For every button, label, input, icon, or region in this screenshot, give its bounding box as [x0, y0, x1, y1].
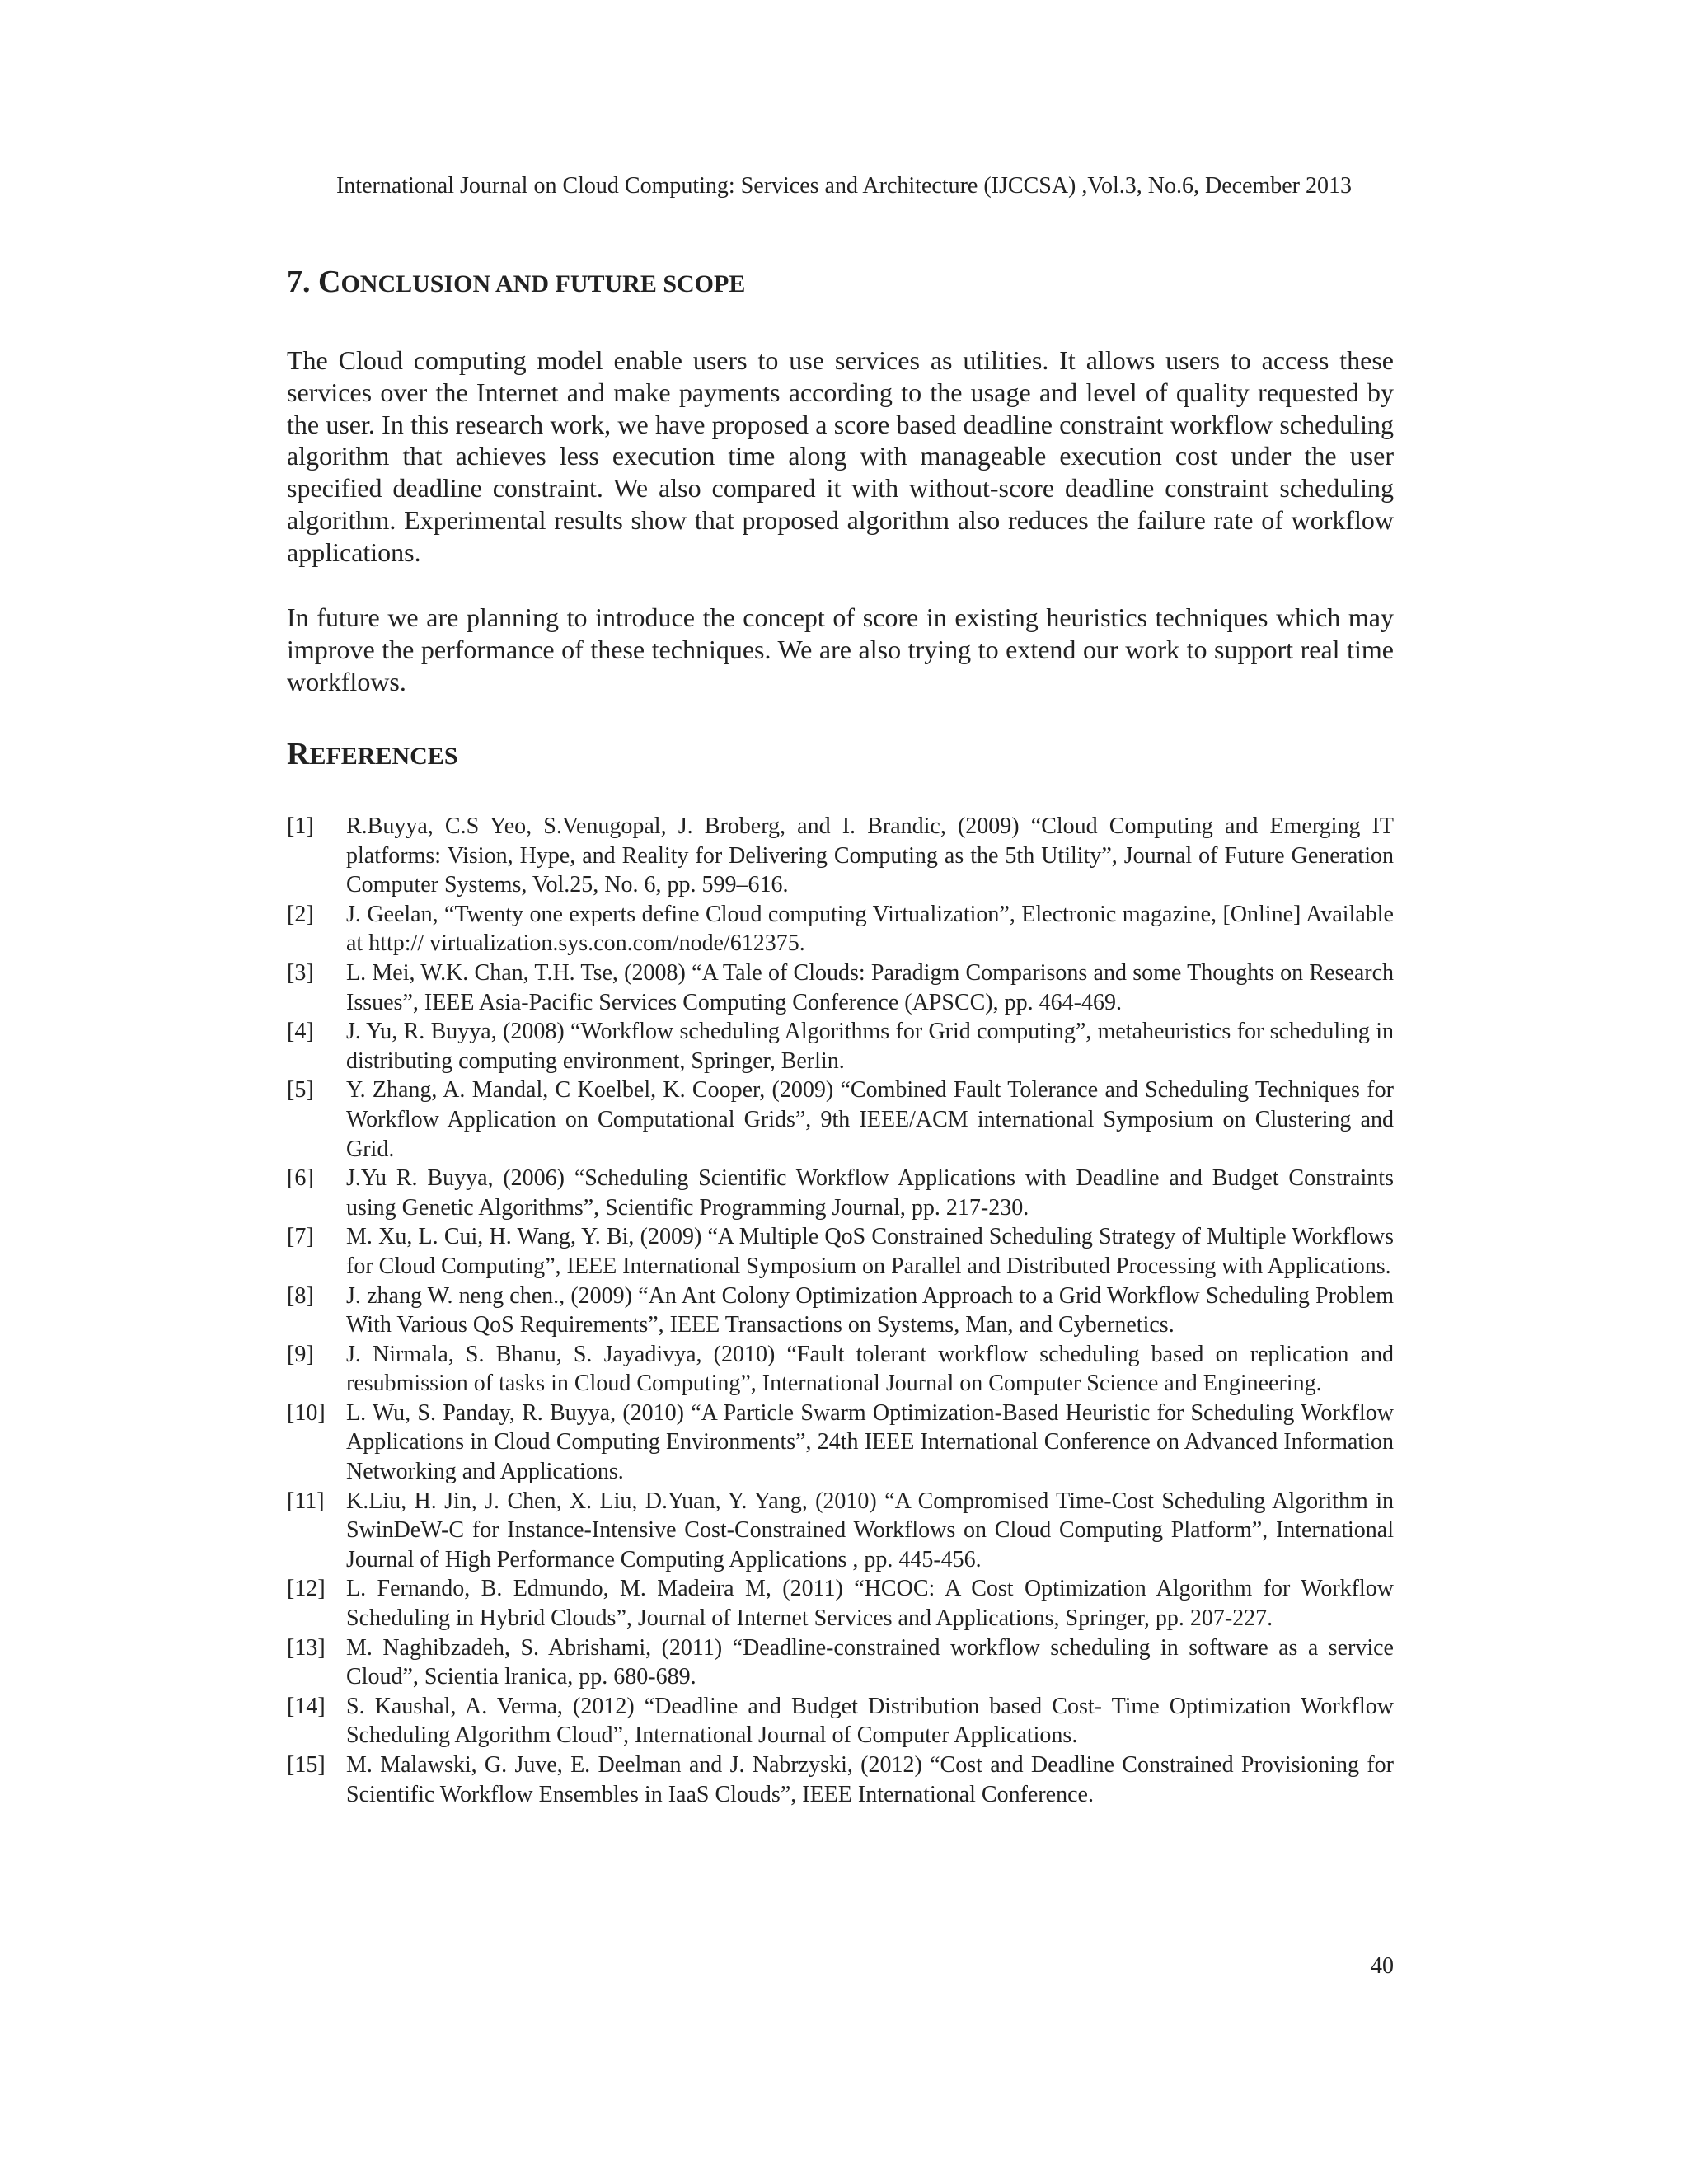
- reference-number: [12]: [287, 1576, 326, 1602]
- reference-text: J. Yu, R. Buyya, (2008) “Workflow scheduling Algorithms for Grid computing”, metaheuristics for scheduling in distributing computing environment, Springer, Berlin.: [346, 1019, 1394, 1074]
- reference-number: [2]: [287, 901, 314, 927]
- reference-item: [287, 1222, 1394, 1281]
- reference-item: [287, 1487, 1394, 1575]
- reference-item: [287, 1399, 1394, 1487]
- reference-text: R.Buyya, C.S Yeo, S.Venugopal, J. Broberg, and I. Brandic, (2009) “Cloud Computing and Emerging IT platforms: Vision, Hype, and Reality for Delivering Computing as the 5th Utility”, Journal of Future Generation Computer Systems, Vol.25, No. 6, pp. 599–616.: [346, 813, 1394, 898]
- reference-text: S. Kaushal, A. Verma, (2012) “Deadline and Budget Distribution based Cost- Time Optimization Workflow Scheduling Algorithm Cloud”, International Journal of Computer Applications.: [346, 1693, 1394, 1749]
- reference-text: L. Fernando, B. Edmundo, M. Madeira M, (2011) “HCOC: A Cost Optimization Algorithm for Workflow Scheduling in Hybrid Clouds”, Journal of Internet Services and Applications, Springer, pp. 207-227.: [346, 1576, 1394, 1632]
- reference-number: [8]: [287, 1282, 314, 1309]
- reference-item: [287, 1164, 1394, 1222]
- reference-number: [13]: [287, 1634, 326, 1661]
- reference-item: [287, 1633, 1394, 1692]
- reference-number: [4]: [287, 1019, 314, 1045]
- conclusion-paragraph-1: The Cloud computing model enable users to use services as utilities. It allows users to access these services over the Internet and make payments according to the usage and level of quality requested by the user. In this research work, we have proposed a score based deadline constraint workflow scheduling algorithm that achieves less execution time along with manageable execution cost under the user specified deadline constraint. We also compared it with without-score deadline constraint scheduling algorithm. Experimental results show that proposed algorithm also reduces the failure rate of workflow applications.: [287, 345, 1394, 567]
- reference-item: [287, 1017, 1394, 1076]
- reference-number: [5]: [287, 1077, 314, 1104]
- reference-text: M. Naghibzadeh, S. Abrishami, (2011) “Deadline-constrained workflow scheduling in software as a service Cloud”, Scientia lranica, pp. 680-689.: [346, 1634, 1394, 1690]
- reference-item: [287, 1340, 1394, 1399]
- reference-text: L. Wu, S. Panday, R. Buyya, (2010) “A Particle Swarm Optimization-Based Heuristic for Scheduling Workflow Applications in Cloud Computing Environments”, 24th IEEE International Conference on Advanced Information Networking and Applications.: [346, 1399, 1394, 1485]
- reference-text: J.Yu R. Buyya, (2006) “Scheduling Scientific Workflow Applications with Deadline and Budget Constraints using Genetic Algorithms”, Scientific Programming Journal, pp. 217-230.: [346, 1165, 1394, 1221]
- reference-text: Y. Zhang, A. Mandal, C Koelbel, K. Cooper, (2009) “Combined Fault Tolerance and Scheduling Techniques for Workflow Application on Computational Grids”, 9th IEEE/ACM international Symposium on Clustering and Grid.: [346, 1077, 1394, 1162]
- reference-list: [287, 812, 1394, 1809]
- conclusion-heading-cap: C: [318, 265, 341, 299]
- reference-number: [3]: [287, 959, 314, 986]
- references-heading-cap: R: [287, 737, 310, 771]
- reference-item: [287, 1750, 1394, 1809]
- reference-item: [287, 900, 1394, 958]
- page-number: 40: [1371, 1953, 1394, 1979]
- conclusion-heading: [287, 264, 745, 300]
- reference-item: [287, 1574, 1394, 1633]
- references-heading: [287, 736, 458, 772]
- reference-number: [11]: [287, 1488, 325, 1514]
- references-heading-rest: EFERENCES: [309, 743, 458, 770]
- reference-number: [14]: [287, 1693, 326, 1719]
- reference-text: J. Geelan, “Twenty one experts define Cloud computing Virtualization”, Electronic magazine, [Online] Available at http:// virtualization.sys.con.com/node/612375.: [346, 901, 1394, 957]
- reference-text: M. Malawski, G. Juve, E. Deelman and J. Nabrzyski, (2012) “Cost and Deadline Constrained Provisioning for Scientific Workflow Ensembles in IaaS Clouds”, IEEE International Conference.: [346, 1752, 1394, 1807]
- reference-item: [287, 1076, 1394, 1164]
- reference-text: L. Mei, W.K. Chan, T.H. Tse, (2008) “A Tale of Clouds: Paradigm Comparisons and some Thoughts on Research Issues”, IEEE Asia-Pacific Services Computing Conference (APSCC), pp. 464-469.: [346, 959, 1394, 1015]
- conclusion-paragraph-2: In future we are planning to introduce the concept of score in existing heuristics techniques which may improve the performance of these techniques. We are also trying to extend our work to support real time workflows.: [287, 602, 1394, 696]
- reference-number: [15]: [287, 1752, 326, 1778]
- reference-item: [287, 812, 1394, 900]
- reference-number: [7]: [287, 1224, 314, 1250]
- reference-number: [9]: [287, 1341, 314, 1367]
- reference-text: J. zhang W. neng chen., (2009) “An Ant Colony Optimization Approach to a Grid Workflow Scheduling Problem With Various QoS Requirements”, IEEE Transactions on Systems, Man, and Cybernetics.: [346, 1282, 1394, 1338]
- reference-item: [287, 1282, 1394, 1340]
- reference-number: [1]: [287, 813, 314, 839]
- reference-item: [287, 958, 1394, 1017]
- reference-number: [10]: [287, 1399, 326, 1426]
- journal-header: International Journal on Cloud Computing: Services and Architecture (IJCCSA) ,Vol.3, No.6, December 2013: [335, 173, 1353, 199]
- conclusion-heading-rest: ONCLUSION AND FUTURE SCOPE: [340, 270, 746, 298]
- reference-text: K.Liu, H. Jin, J. Chen, X. Liu, D.Yuan, Y. Yang, (2010) “A Compromised Time-Cost Scheduling Algorithm in SwinDeW-C for Instance-Intensive Cost-Constrained Workflows on Cloud Computing Platform”, International Journal of High Performance Computing Applications , pp. 445-456.: [346, 1488, 1394, 1572]
- reference-item: [287, 1692, 1394, 1750]
- reference-text: M. Xu, L. Cui, H. Wang, Y. Bi, (2009) “A Multiple QoS Constrained Scheduling Strategy of Multiple Workflows for Cloud Computing”, IEEE International Symposium on Parallel and Distributed Processing with Applications.: [346, 1224, 1394, 1279]
- reference-text: J. Nirmala, S. Bhanu, S. Jayadivya, (2010) “Fault tolerant workflow scheduling based on replication and resubmission of tasks in Cloud Computing”, International Journal on Computer Science and Engineering.: [346, 1341, 1394, 1397]
- reference-number: [6]: [287, 1165, 314, 1192]
- conclusion-heading-number: 7.: [287, 265, 318, 299]
